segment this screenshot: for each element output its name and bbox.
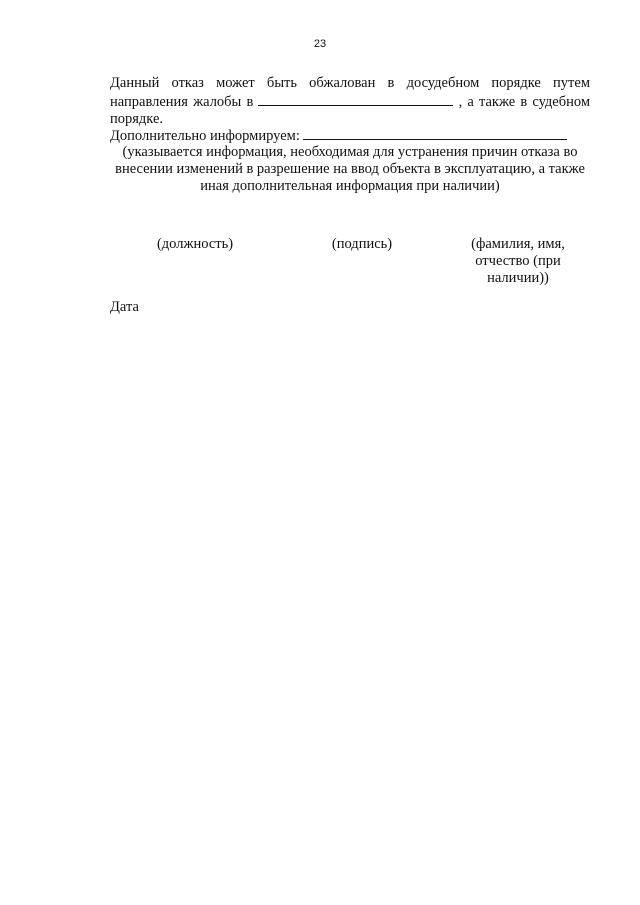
appeal-line-3: порядке. xyxy=(110,111,164,127)
full-name-label: (фамилия, имя, отчество (при наличии)) xyxy=(471,236,565,286)
appeal-line-2-end: , а также в судебном xyxy=(458,94,591,110)
page-number: 23 xyxy=(313,38,327,50)
complaint-body-blank xyxy=(258,92,453,106)
date-label: Дата xyxy=(110,299,139,315)
appeal-line-2 xyxy=(110,92,590,111)
appeal-line-1: Данный отказ может быть обжалован в досудебном порядке путем xyxy=(110,75,590,91)
position-label: (должность) xyxy=(156,236,234,252)
appeal-line-2-start: направления жалобы в xyxy=(110,94,254,110)
signature-label: (подпись) xyxy=(331,236,393,252)
additional-info-note: (указывается информация, необходимая для устранения причин отказа во внесении изменений в разрешение на ввод объекта в эксплуатацию, а также иная дополнительная информация при наличии) xyxy=(115,144,585,194)
additional-info-blank xyxy=(303,126,567,140)
additional-info-line xyxy=(110,126,590,145)
additional-info-label: Дополнительно информируем: xyxy=(110,128,300,144)
appeal-paragraph xyxy=(110,75,590,128)
